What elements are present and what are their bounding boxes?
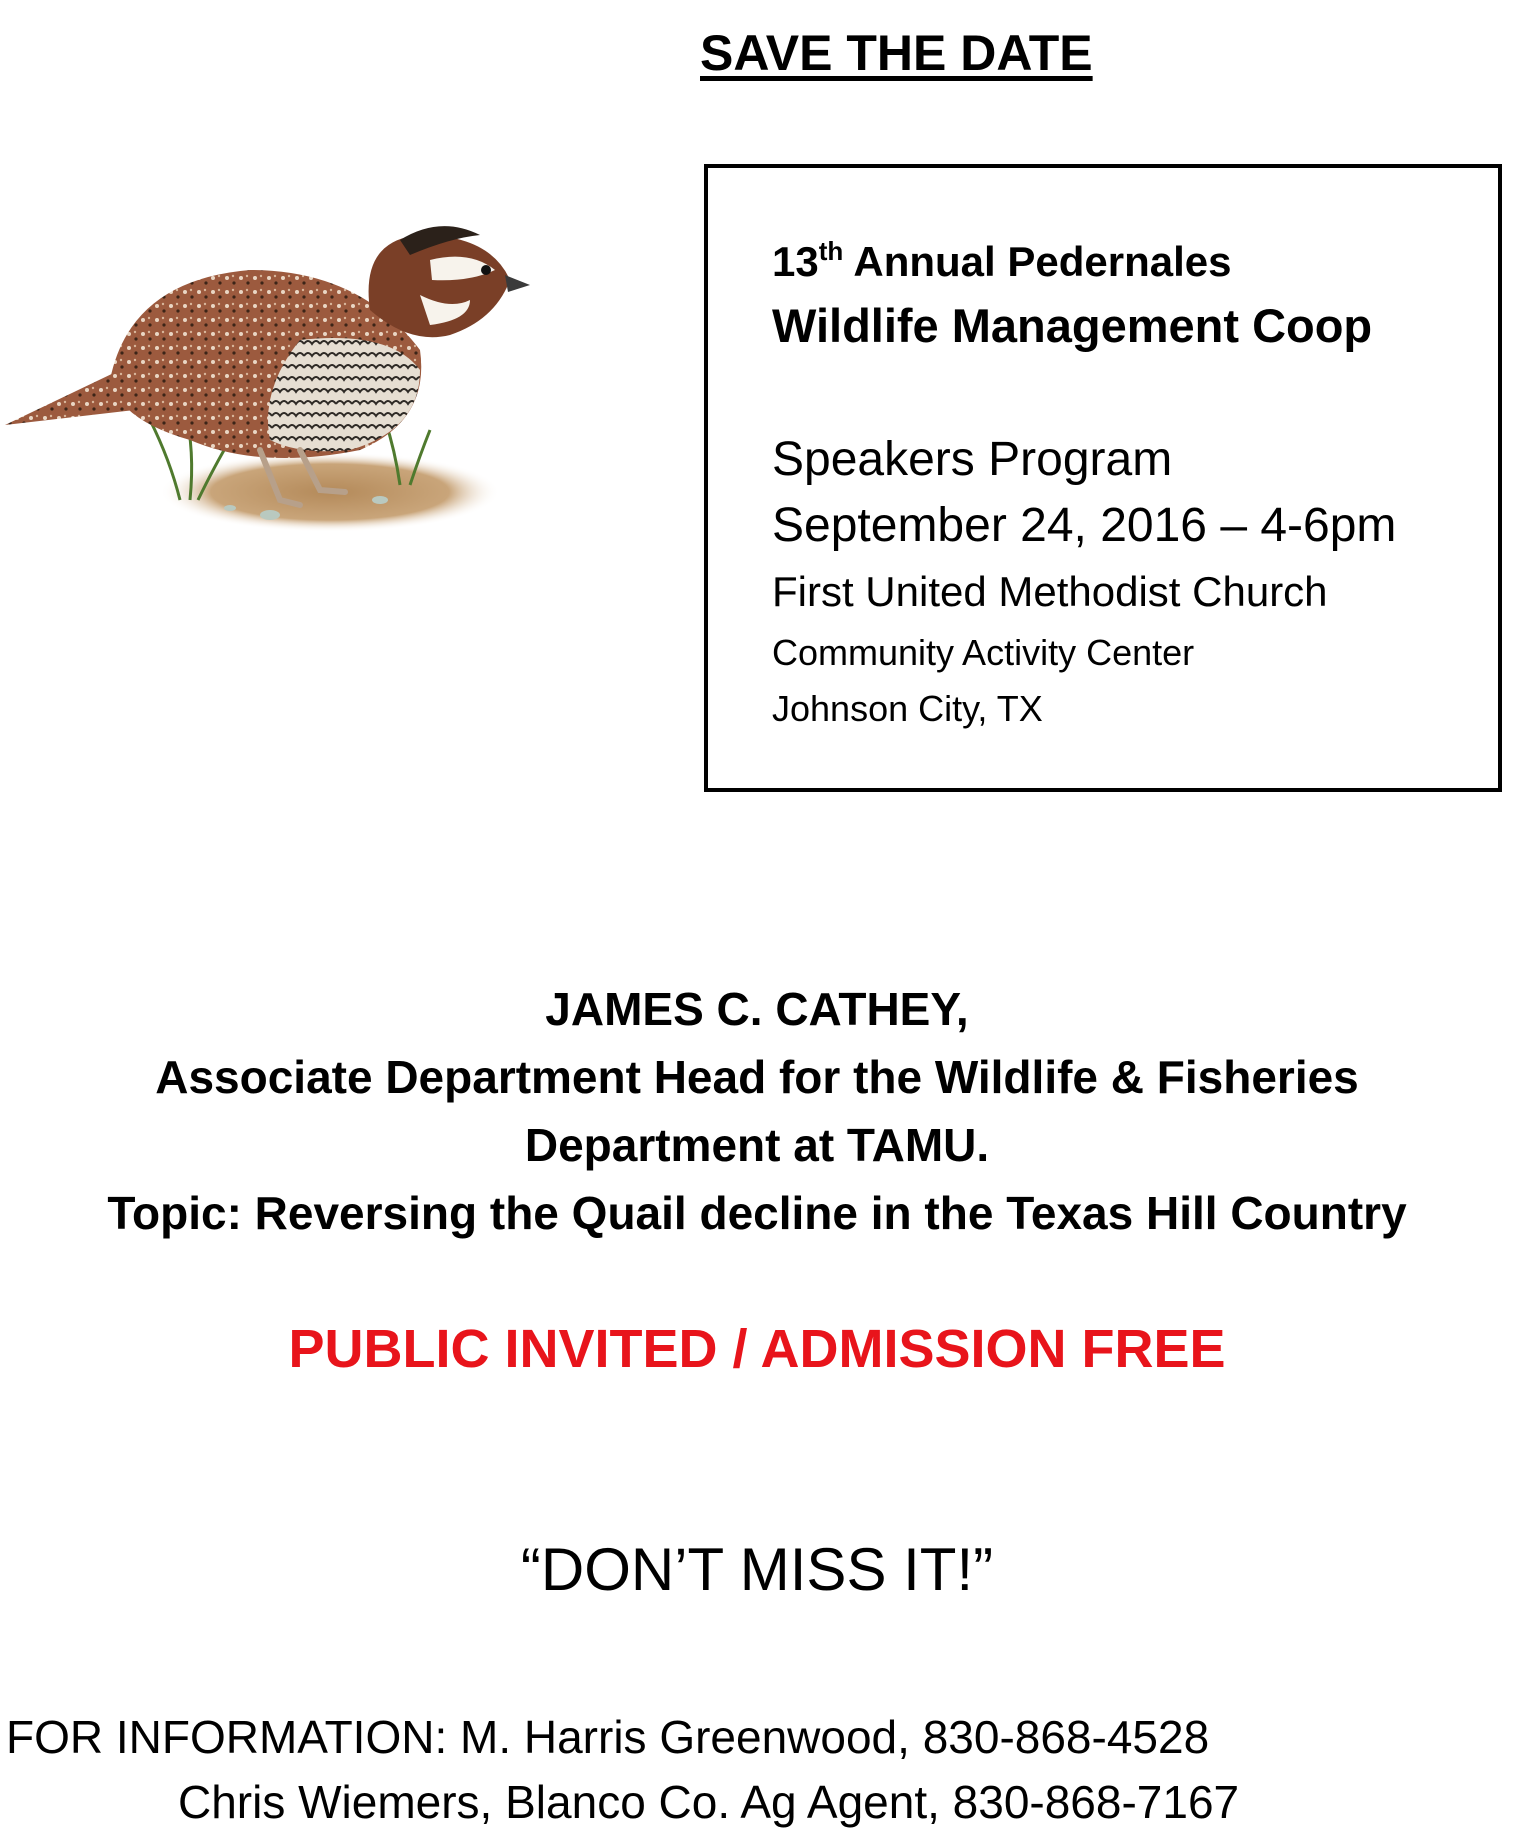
event-date-time: September 24, 2016 – 4-6pm <box>772 499 1397 552</box>
speaker-topic: Topic: Reversing the Quail decline in the Texas Hill Country <box>107 1187 1407 1239</box>
event-details-box <box>704 164 1502 792</box>
admission-notice: PUBLIC INVITED / ADMISSION FREE <box>288 1319 1226 1379</box>
organization-name: Wildlife Management Coop <box>772 299 1373 352</box>
contact-line-1: FOR INFORMATION: M. Harris Greenwood, 830-868-4528 <box>6 1711 1210 1763</box>
save-the-date-heading: SAVE THE DATE <box>700 25 1093 81</box>
tagline: “DON’T MISS IT!” <box>520 1536 994 1603</box>
speaker-block <box>0 975 1514 1247</box>
speaker-title-line-2: Department at TAMU. <box>524 1119 990 1171</box>
speaker-name: JAMES C. CATHEY, <box>545 983 969 1035</box>
contact-line-2: Chris Wiemers, Blanco Co. Ag Agent, 830-868-7167 <box>178 1776 1240 1828</box>
venue-name: First United Methodist Church <box>772 568 1328 615</box>
quail-illustration <box>0 120 540 540</box>
program-name: Speakers Program <box>772 433 1173 486</box>
speaker-title-line-1: Associate Department Head for the Wildlife & Fisheries <box>155 1051 1359 1103</box>
annual-event-line: 13th Annual Pedernales <box>772 236 1232 285</box>
venue-city: Johnson City, TX <box>772 688 1043 729</box>
venue-detail: Community Activity Center <box>772 632 1195 673</box>
